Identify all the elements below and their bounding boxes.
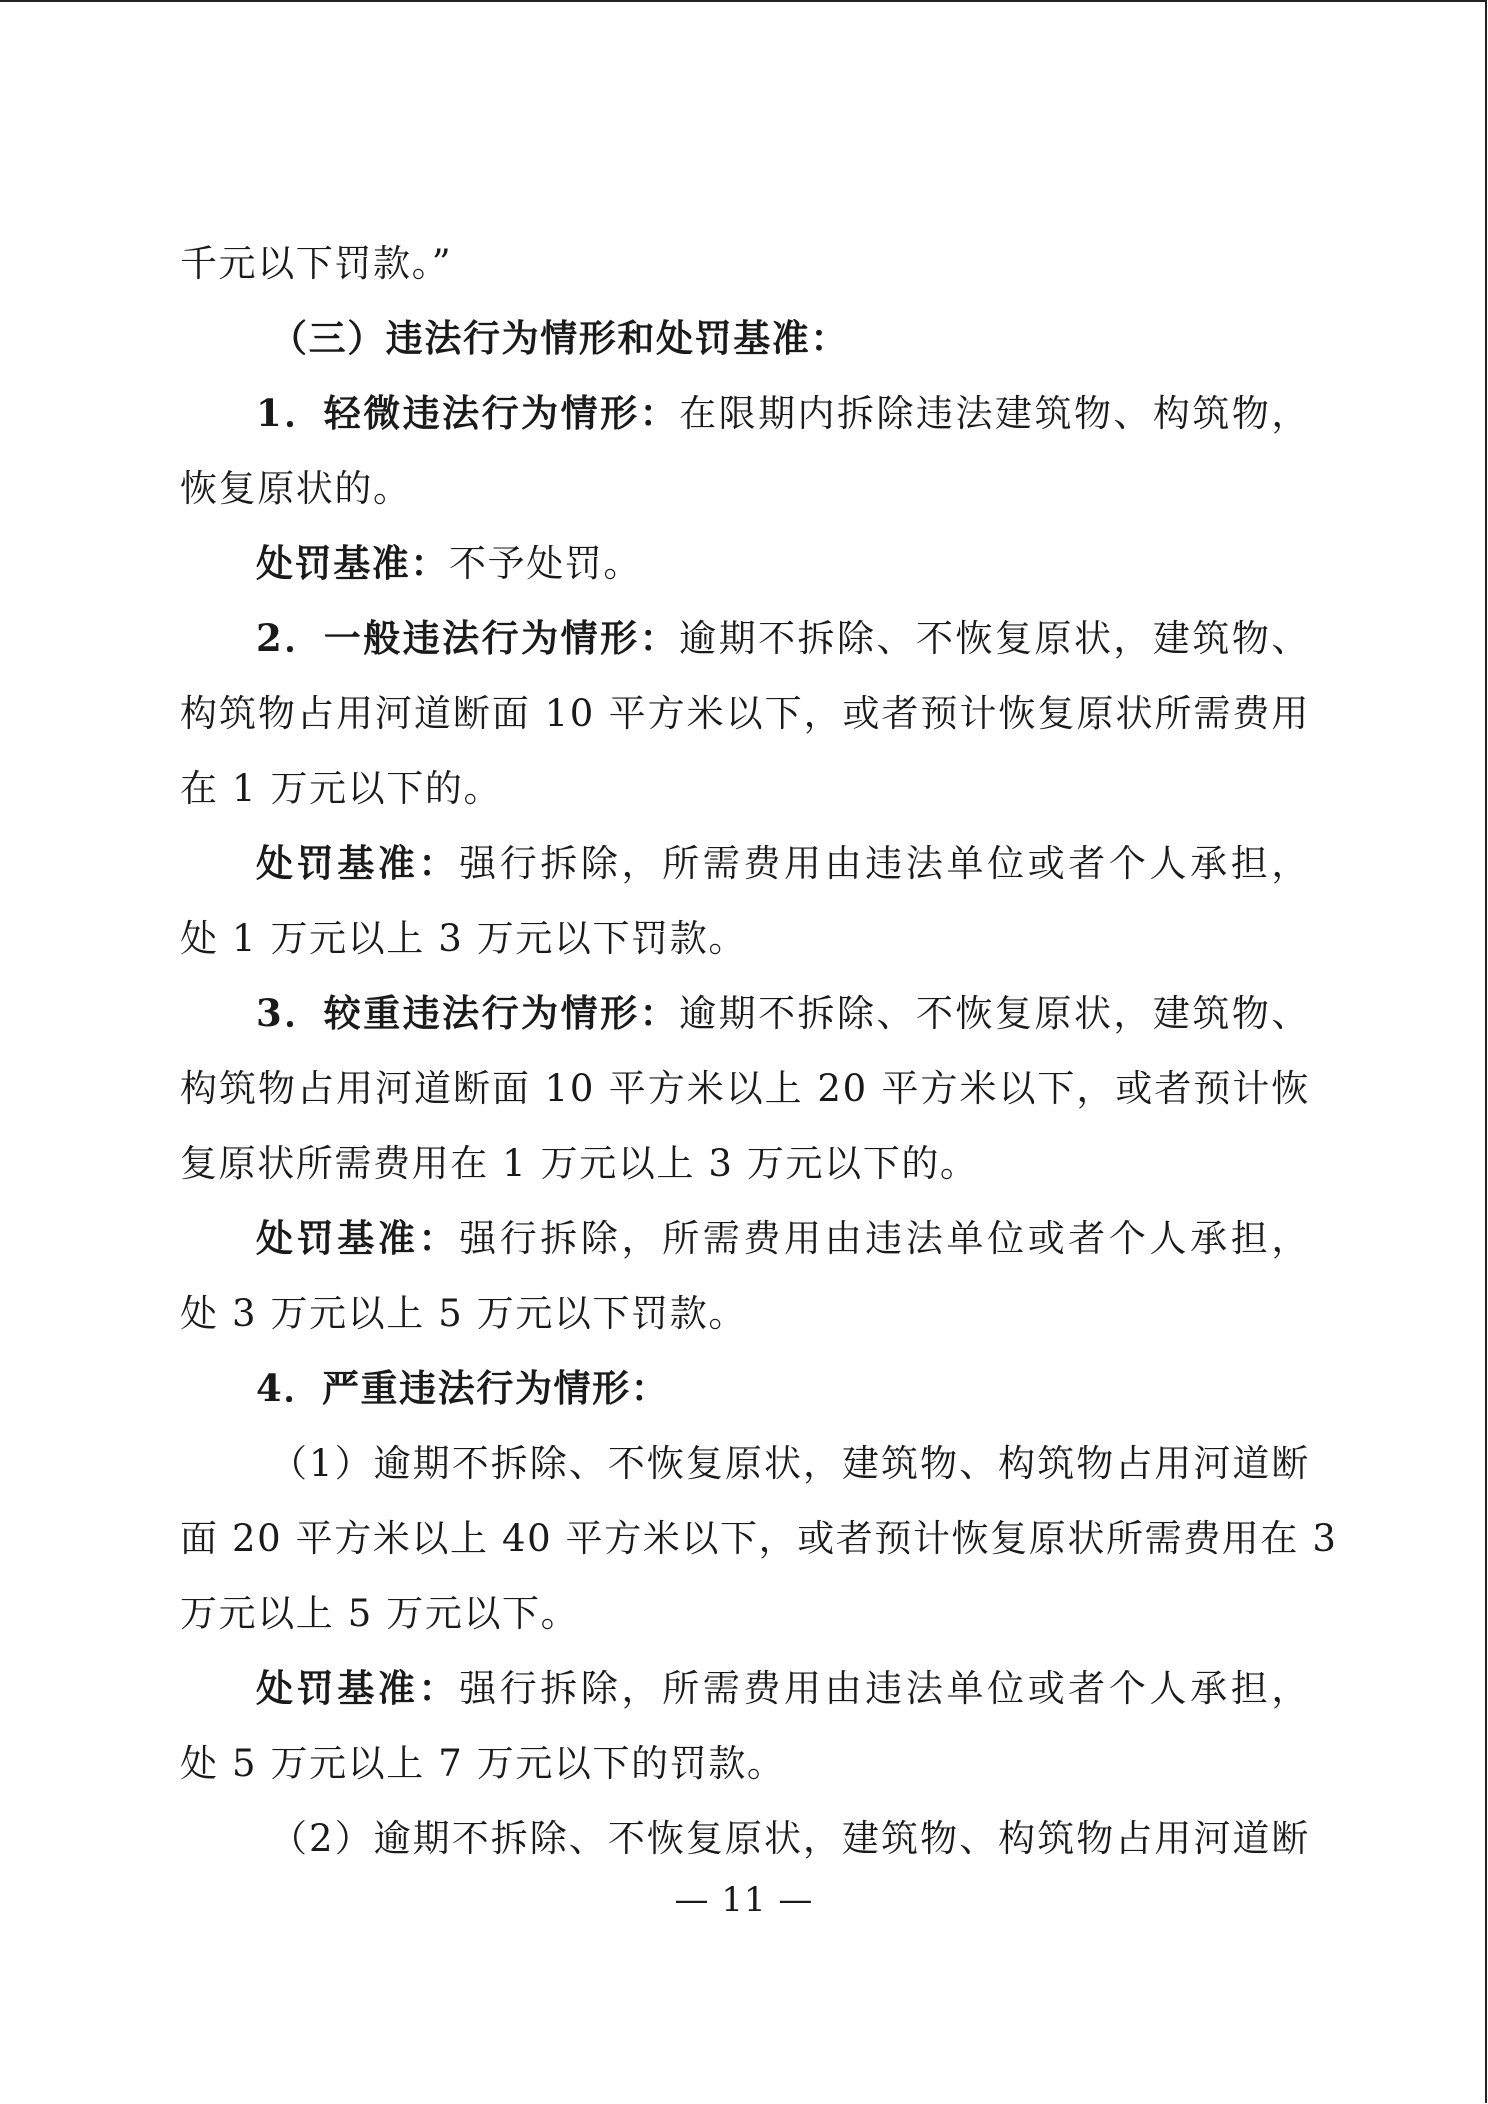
text-line: 千元以下罚款。” [180,242,453,285]
text-line: 万元以上 5 万元以下。 [180,1592,580,1635]
text-line: 处罚基准：不予处罚。 [256,541,642,585]
text-line: 2．一般违法行为情形：逾期不拆除、不恢复原状，建筑物、 [256,616,1310,660]
penalty-label: 处罚基准： [256,841,460,885]
section-heading: （三）违法行为情形和处罚基准： [270,316,849,360]
page-number: — 11 — [674,1880,814,1920]
text-line: 处罚基准：强行拆除，所需费用由违法单位或者个人承担， [256,841,1310,885]
text-line: 复原状所需费用在 1 万元以上 3 万元以下的。 [180,1142,979,1185]
text-line: 构筑物占用河道断面 10 平方米以下，或者预计恢复原状所需费用 [180,692,1310,735]
penalty-label: 处罚基准： [256,1666,460,1710]
text-line: 处罚基准：强行拆除，所需费用由违法单位或者个人承担， [256,1666,1310,1710]
text-line: 1．轻微违法行为情形：在限期内拆除违法建筑物、构筑物， [256,391,1310,435]
item-label: 4．严重违法行为情形： [256,1366,670,1410]
penalty-label: 处罚基准： [256,1216,460,1260]
text-line: 3．较重违法行为情形：逾期不拆除、不恢复原状，建筑物、 [256,991,1310,1035]
text-line: 在 1 万元以下的。 [180,767,503,810]
text-line: 构筑物占用河道断面 10 平方米以上 20 平方米以下，或者预计恢 [180,1067,1310,1110]
penalty-label: 处罚基准： [256,541,449,585]
document-body [180,226,1338,1876]
text-line: 处 1 万元以上 3 万元以下罚款。 [180,917,747,960]
text-line: （1）逾期不拆除、不恢复原状，建筑物、构筑物占用河道断 [270,1442,1310,1485]
text-line: 面 20 平方米以上 40 平方米以下，或者预计恢复原状所需费用在 3 [180,1517,1338,1560]
item-label: 3．较重违法行为情形： [256,991,680,1035]
text-line [180,1351,1310,1426]
text-line: 恢复原状的。 [180,467,412,510]
item-label: 1．轻微违法行为情形： [256,391,680,435]
item-label: 2．一般违法行为情形： [256,616,680,660]
text-line: 处 5 万元以上 7 万元以下的罚款。 [180,1742,786,1785]
text-line: 处罚基准：强行拆除，所需费用由违法单位或者个人承担， [256,1216,1310,1260]
text-line: 处 3 万元以上 5 万元以下罚款。 [180,1292,747,1335]
text-line: （2）逾期不拆除、不恢复原状，建筑物、构筑物占用河道断 [270,1817,1310,1860]
